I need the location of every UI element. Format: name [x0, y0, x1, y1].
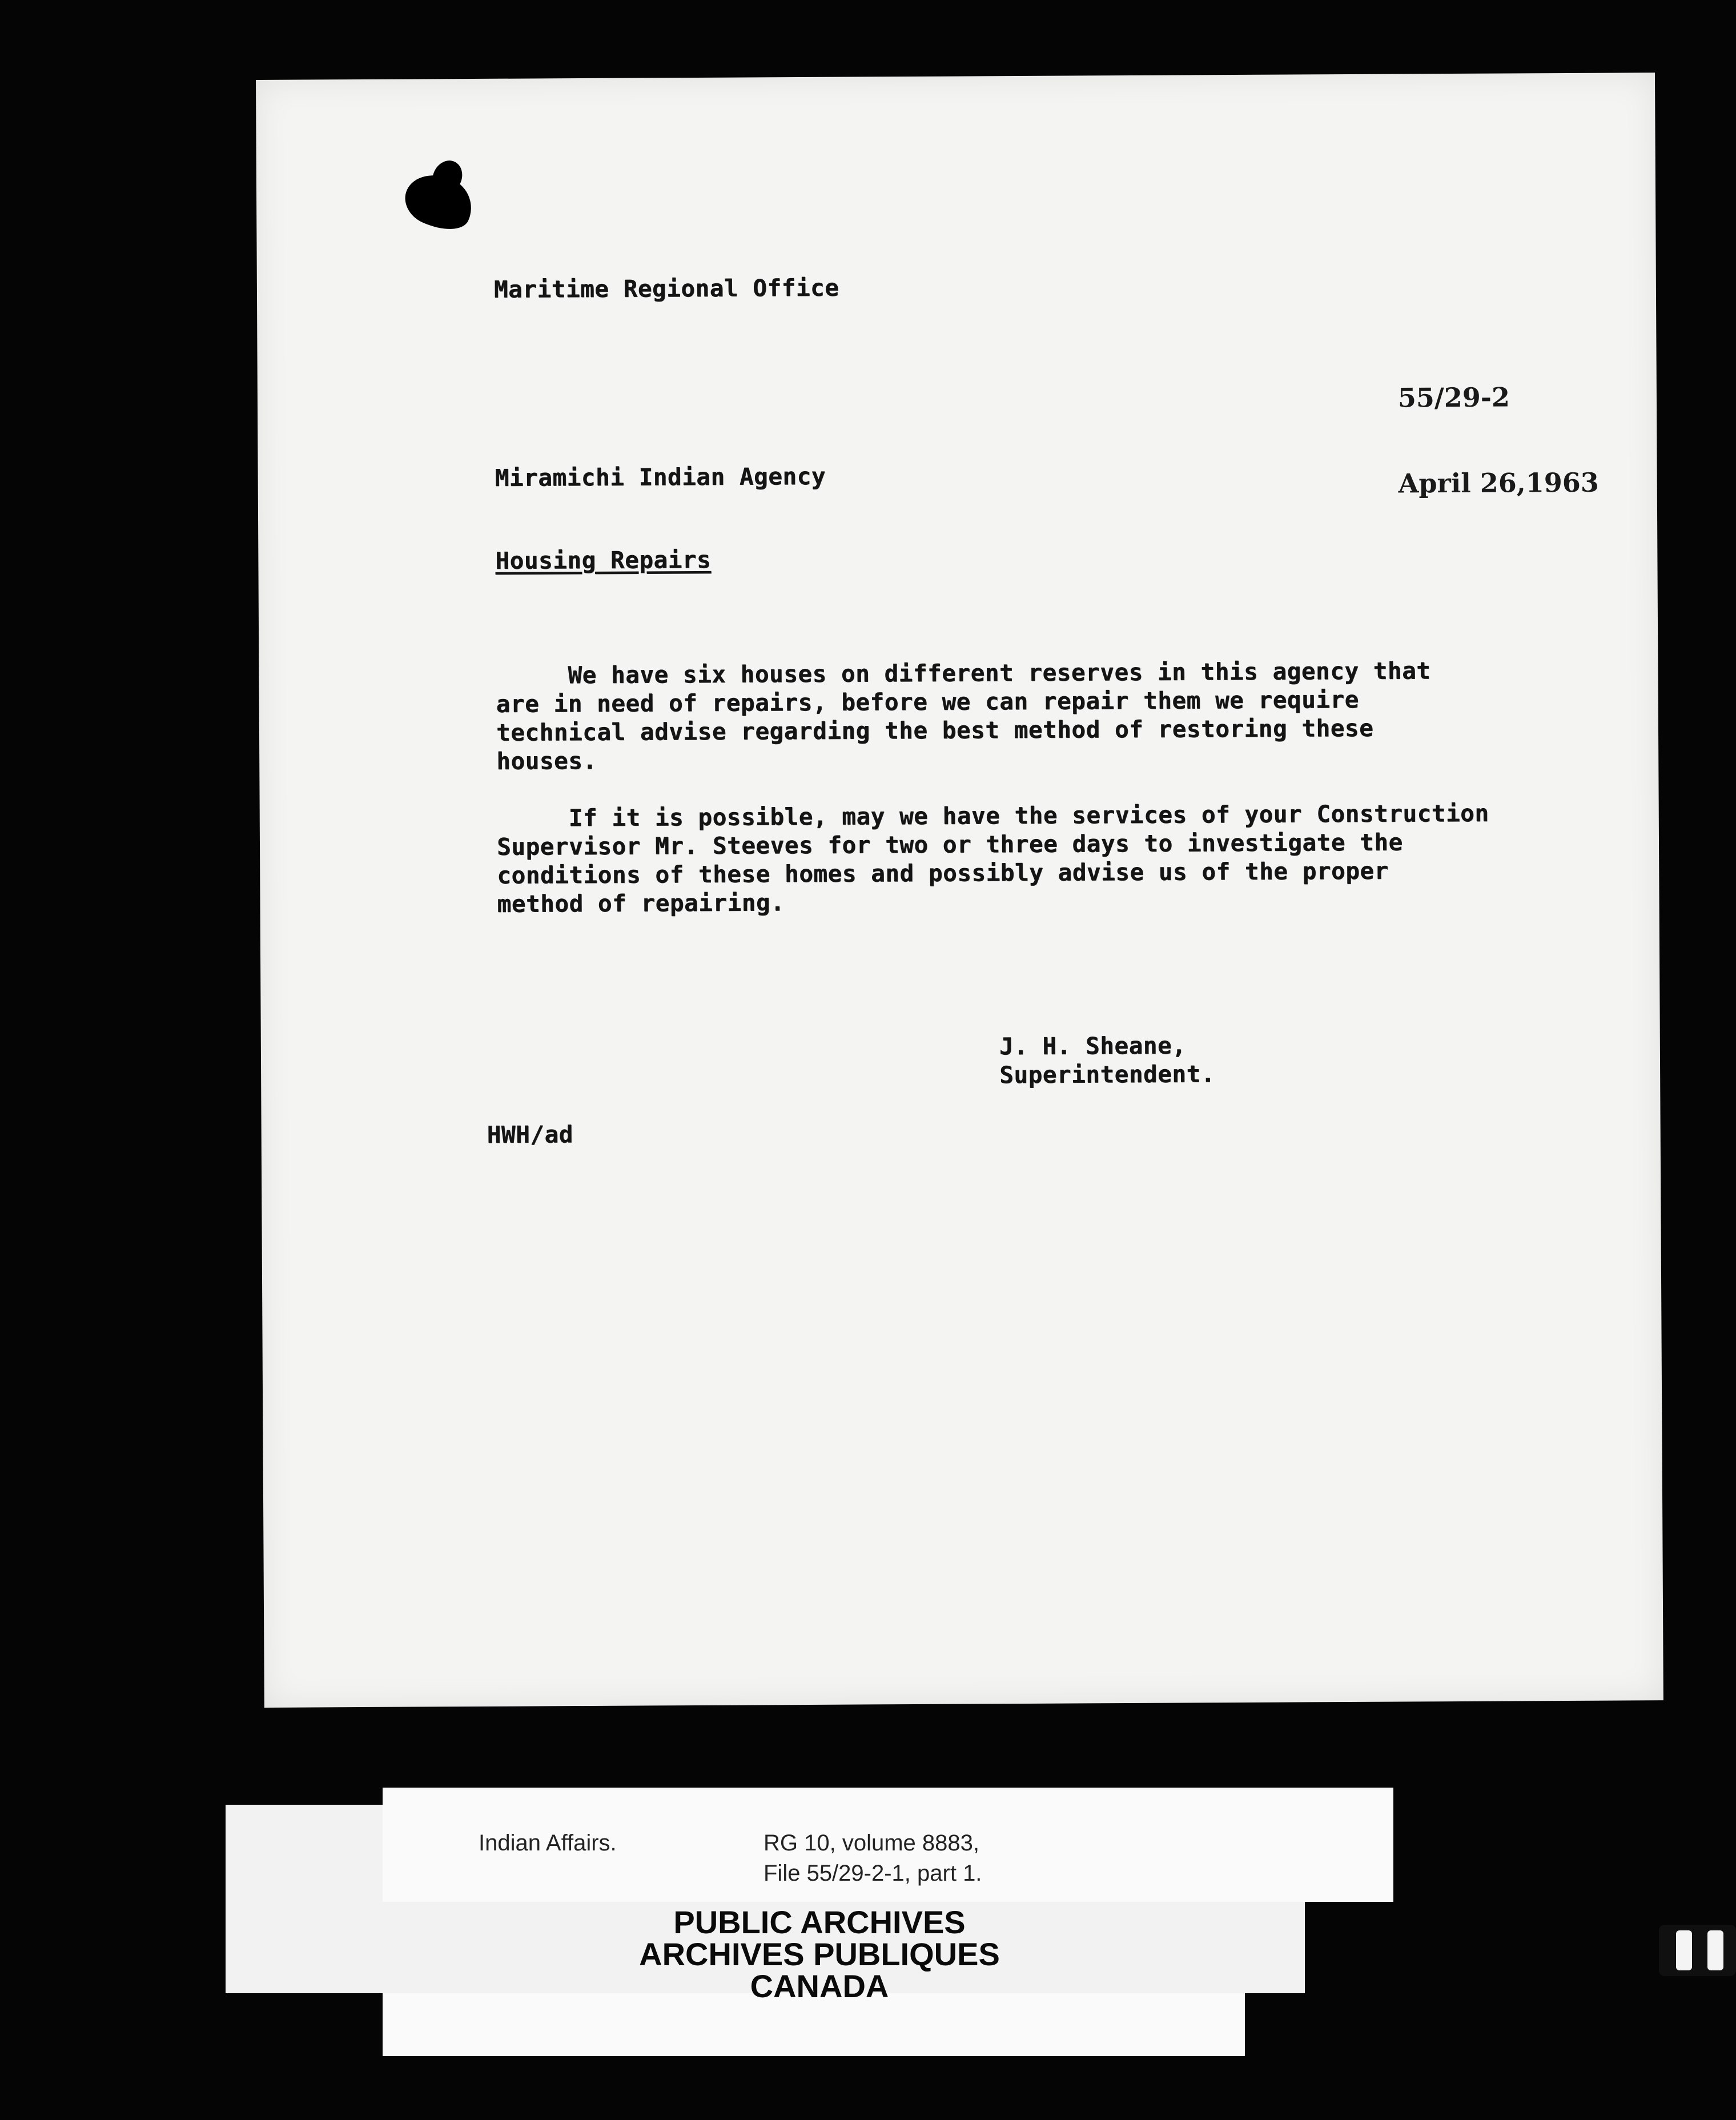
- body-paragraph-2: If it is possible, may we have the services of your Construction Supervisor Mr. Steeves for two or three days to investigate the conditions of these homes and possibly advise us of the proper method of repairing.: [496, 799, 1489, 918]
- recipient-line: Maritime Regional Office: [493, 274, 839, 303]
- file-reference: 55/29-2: [1397, 382, 1510, 413]
- archive-stamp-line-3: CANADA: [750, 1968, 889, 2004]
- archive-stamp-line-2: ARCHIVES PUBLIQUES: [639, 1936, 1000, 1972]
- ink-blot-mark: [397, 164, 481, 239]
- archive-volume: RG 10, volume 8883,: [763, 1830, 979, 1856]
- signature-title: Superintendent.: [999, 1060, 1216, 1089]
- subject-line: Housing Repairs: [495, 545, 712, 575]
- frame-counter: [1659, 1925, 1736, 1976]
- sender-line: Miramichi Indian Agency: [495, 462, 826, 492]
- archive-stamp-line-1: PUBLIC ARCHIVES: [673, 1904, 966, 1940]
- archive-department: Indian Affairs.: [479, 1830, 617, 1856]
- letter-sheet: [256, 73, 1663, 1708]
- counter-digit: [1707, 1930, 1723, 1970]
- body-paragraph-1: We have six houses on different reserves in this agency that are in need of repairs, before we can repair them we require technical advise regarding the best method of restoring these houses.: [496, 657, 1431, 775]
- signature-name: J. H. Sheane,: [999, 1031, 1187, 1061]
- archive-stamp: [534, 1906, 1105, 2002]
- counter-digit: [1676, 1930, 1692, 1970]
- typist-initials: HWH/ad: [487, 1121, 573, 1149]
- letter-date: April 26,1963: [1398, 467, 1599, 499]
- archive-file: File 55/29-2-1, part 1.: [763, 1861, 982, 1886]
